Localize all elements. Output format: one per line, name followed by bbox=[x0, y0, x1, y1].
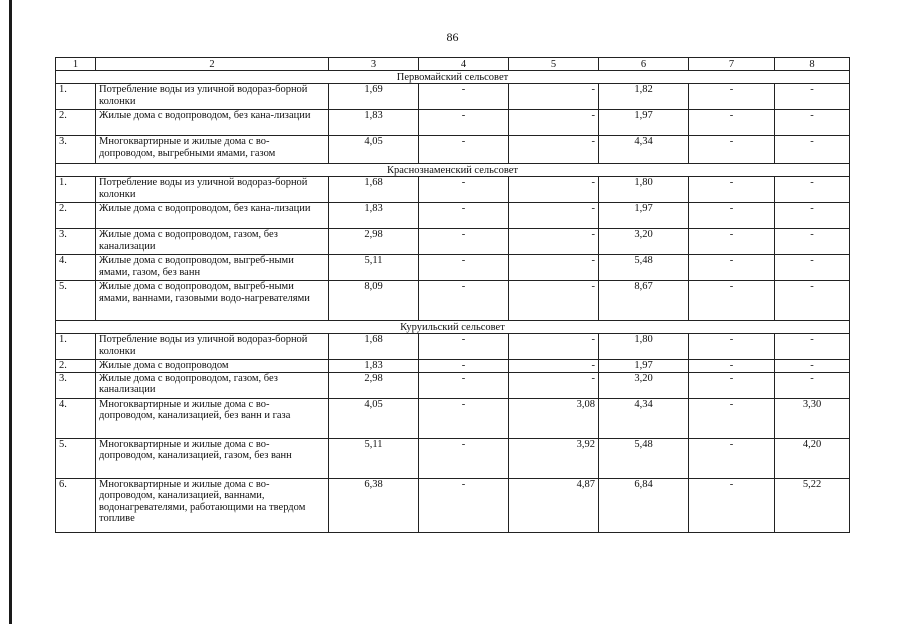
cell-col-6: 1,97 bbox=[599, 110, 689, 136]
cell-col-5: - bbox=[509, 334, 599, 360]
page-number: 86 bbox=[446, 30, 459, 44]
cell-col-7: - bbox=[689, 110, 775, 136]
cell-col-3: 6,38 bbox=[329, 478, 419, 532]
cell-col-8: - bbox=[775, 281, 850, 321]
row-number: 1. bbox=[56, 334, 96, 360]
cell-col-3: 4,05 bbox=[329, 398, 419, 438]
cell-col-7: - bbox=[689, 84, 775, 110]
cell-col-8: - bbox=[775, 334, 850, 360]
table-row bbox=[56, 203, 850, 229]
section-title-row bbox=[56, 164, 850, 177]
cell-col-3: 5,11 bbox=[329, 438, 419, 478]
cell-col-7: - bbox=[689, 334, 775, 360]
cell-col-3: 5,11 bbox=[329, 255, 419, 281]
section-title-row bbox=[56, 71, 850, 84]
row-description: Жилые дома с водопроводом, газом, без канализации bbox=[96, 372, 329, 398]
row-number: 3. bbox=[56, 136, 96, 164]
cell-col-7: - bbox=[689, 229, 775, 255]
column-header-1: 1 bbox=[56, 58, 96, 71]
cell-col-8: 3,30 bbox=[775, 398, 850, 438]
cell-col-8: - bbox=[775, 255, 850, 281]
cell-col-6: 1,80 bbox=[599, 177, 689, 203]
table-row bbox=[56, 229, 850, 255]
cell-col-6: 8,67 bbox=[599, 281, 689, 321]
cell-col-5: - bbox=[509, 110, 599, 136]
row-description: Потребление воды из уличной водораз-борной колонки bbox=[96, 334, 329, 360]
table-row bbox=[56, 398, 850, 438]
cell-col-3: 1,83 bbox=[329, 110, 419, 136]
cell-col-4: - bbox=[419, 398, 509, 438]
cell-col-5: - bbox=[509, 360, 599, 373]
table-row bbox=[56, 110, 850, 136]
table-row bbox=[56, 438, 850, 478]
cell-col-5: - bbox=[509, 203, 599, 229]
cell-col-8: 5,22 bbox=[775, 478, 850, 532]
row-number: 6. bbox=[56, 478, 96, 532]
cell-col-5: 3,92 bbox=[509, 438, 599, 478]
cell-col-4: - bbox=[419, 255, 509, 281]
column-header-7: 7 bbox=[689, 58, 775, 71]
cell-col-5: - bbox=[509, 281, 599, 321]
row-description: Потребление воды из уличной водораз-борной колонки bbox=[96, 84, 329, 110]
cell-col-4: - bbox=[419, 177, 509, 203]
row-description: Жилые дома с водопроводом bbox=[96, 360, 329, 373]
cell-col-3: 2,98 bbox=[329, 229, 419, 255]
column-header-5: 5 bbox=[509, 58, 599, 71]
cell-col-3: 1,68 bbox=[329, 334, 419, 360]
cell-col-4: - bbox=[419, 478, 509, 532]
cell-col-7: - bbox=[689, 136, 775, 164]
cell-col-3: 2,98 bbox=[329, 372, 419, 398]
binding-edge-line bbox=[9, 0, 12, 624]
column-header-3: 3 bbox=[329, 58, 419, 71]
cell-col-6: 1,82 bbox=[599, 84, 689, 110]
row-description: Многоквартирные и жилые дома с во-допроводом, канализацией, ваннами, водонагревателями, работающими на твердом топливе bbox=[96, 478, 329, 532]
cell-col-7: - bbox=[689, 255, 775, 281]
column-header-8: 8 bbox=[775, 58, 850, 71]
cell-col-4: - bbox=[419, 84, 509, 110]
cell-col-3: 1,69 bbox=[329, 84, 419, 110]
cell-col-3: 4,05 bbox=[329, 136, 419, 164]
cell-col-8: - bbox=[775, 177, 850, 203]
table-body bbox=[56, 58, 850, 533]
section-title: Первомайский сельсовет bbox=[56, 71, 850, 84]
row-number: 4. bbox=[56, 255, 96, 281]
cell-col-4: - bbox=[419, 438, 509, 478]
cell-col-6: 5,48 bbox=[599, 255, 689, 281]
cell-col-4: - bbox=[419, 136, 509, 164]
cell-col-7: - bbox=[689, 360, 775, 373]
table-row bbox=[56, 372, 850, 398]
section-title-row bbox=[56, 321, 850, 334]
cell-col-5: - bbox=[509, 177, 599, 203]
cell-col-4: - bbox=[419, 360, 509, 373]
row-number: 1. bbox=[56, 84, 96, 110]
row-number: 3. bbox=[56, 372, 96, 398]
cell-col-5: 4,87 bbox=[509, 478, 599, 532]
cell-col-5: - bbox=[509, 84, 599, 110]
cell-col-6: 3,20 bbox=[599, 372, 689, 398]
row-number: 4. bbox=[56, 398, 96, 438]
table-row bbox=[56, 334, 850, 360]
cell-col-8: - bbox=[775, 84, 850, 110]
cell-col-7: - bbox=[689, 177, 775, 203]
table-row bbox=[56, 177, 850, 203]
table-row bbox=[56, 255, 850, 281]
cell-col-3: 1,68 bbox=[329, 177, 419, 203]
cell-col-7: - bbox=[689, 281, 775, 321]
row-number: 5. bbox=[56, 438, 96, 478]
cell-col-4: - bbox=[419, 229, 509, 255]
column-header-4: 4 bbox=[419, 58, 509, 71]
column-header-6: 6 bbox=[599, 58, 689, 71]
table-row bbox=[56, 84, 850, 110]
row-description: Жилые дома с водопроводом, без кана-лизации bbox=[96, 203, 329, 229]
cell-col-4: - bbox=[419, 281, 509, 321]
cell-col-5: 3,08 bbox=[509, 398, 599, 438]
cell-col-4: - bbox=[419, 372, 509, 398]
column-header-2: 2 bbox=[96, 58, 329, 71]
row-description: Жилые дома с водопроводом, без кана-лизации bbox=[96, 110, 329, 136]
row-number: 2. bbox=[56, 360, 96, 373]
row-number: 5. bbox=[56, 281, 96, 321]
cell-col-4: - bbox=[419, 203, 509, 229]
cell-col-5: - bbox=[509, 255, 599, 281]
row-description: Многоквартирные и жилые дома с во-допроводом, канализацией, без ванн и газа bbox=[96, 398, 329, 438]
row-description: Жилые дома с водопроводом, выгреб-ными ямами, газом, без ванн bbox=[96, 255, 329, 281]
water-consumption-table bbox=[55, 57, 850, 533]
cell-col-4: - bbox=[419, 110, 509, 136]
row-number: 1. bbox=[56, 177, 96, 203]
cell-col-8: - bbox=[775, 110, 850, 136]
row-number: 3. bbox=[56, 229, 96, 255]
cell-col-8: - bbox=[775, 360, 850, 373]
cell-col-3: 8,09 bbox=[329, 281, 419, 321]
cell-col-5: - bbox=[509, 136, 599, 164]
section-title: Краснознаменский сельсовет bbox=[56, 164, 850, 177]
cell-col-7: - bbox=[689, 438, 775, 478]
cell-col-8: - bbox=[775, 203, 850, 229]
header-row bbox=[56, 58, 850, 71]
row-description: Жилые дома с водопроводом, газом, без канализации bbox=[96, 229, 329, 255]
section-title: Куруильский сельсовет bbox=[56, 321, 850, 334]
cell-col-6: 1,80 bbox=[599, 334, 689, 360]
cell-col-6: 1,97 bbox=[599, 203, 689, 229]
cell-col-7: - bbox=[689, 398, 775, 438]
row-description: Многоквартирные и жилые дома с во-допроводом, канализацией, газом, без ванн bbox=[96, 438, 329, 478]
cell-col-6: 3,20 bbox=[599, 229, 689, 255]
cell-col-7: - bbox=[689, 372, 775, 398]
cell-col-6: 1,97 bbox=[599, 360, 689, 373]
cell-col-6: 6,84 bbox=[599, 478, 689, 532]
cell-col-7: - bbox=[689, 478, 775, 532]
table-row bbox=[56, 360, 850, 373]
table-row bbox=[56, 136, 850, 164]
cell-col-6: 4,34 bbox=[599, 136, 689, 164]
cell-col-3: 1,83 bbox=[329, 203, 419, 229]
cell-col-5: - bbox=[509, 372, 599, 398]
row-description: Потребление воды из уличной водораз-борной колонки bbox=[96, 177, 329, 203]
cell-col-8: - bbox=[775, 229, 850, 255]
row-number: 2. bbox=[56, 110, 96, 136]
cell-col-7: - bbox=[689, 203, 775, 229]
cell-col-8: 4,20 bbox=[775, 438, 850, 478]
cell-col-6: 4,34 bbox=[599, 398, 689, 438]
row-description: Жилые дома с водопроводом, выгреб-ными ямами, ваннами, газовыми водо-нагревателями bbox=[96, 281, 329, 321]
cell-col-6: 5,48 bbox=[599, 438, 689, 478]
cell-col-3: 1,83 bbox=[329, 360, 419, 373]
row-description: Многоквартирные и жилые дома с во-допроводом, выгребными ямами, газом bbox=[96, 136, 329, 164]
cell-col-5: - bbox=[509, 229, 599, 255]
cell-col-4: - bbox=[419, 334, 509, 360]
cell-col-8: - bbox=[775, 372, 850, 398]
table-row bbox=[56, 281, 850, 321]
table-row bbox=[56, 478, 850, 532]
cell-col-8: - bbox=[775, 136, 850, 164]
row-number: 2. bbox=[56, 203, 96, 229]
